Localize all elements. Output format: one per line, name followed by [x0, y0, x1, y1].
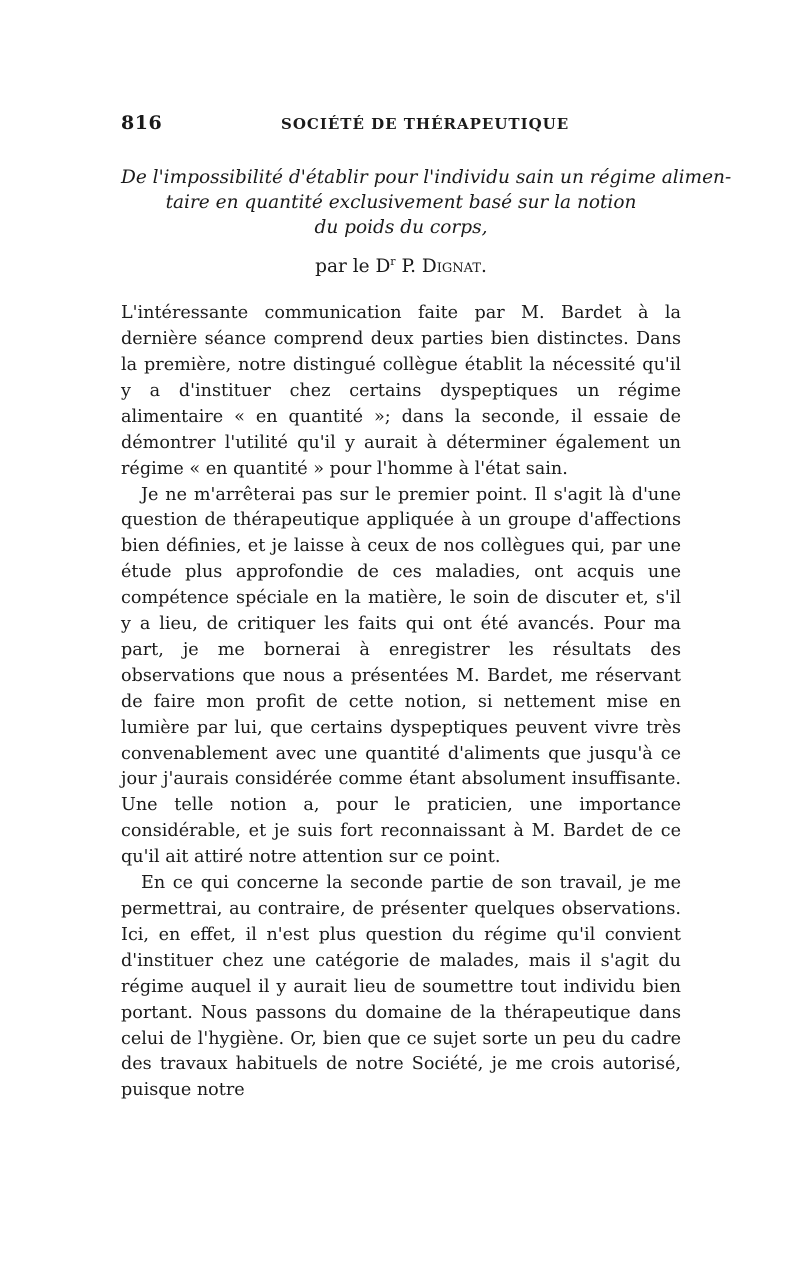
paragraph-3: En ce qui concerne la seconde partie de son travail, je me permettrai, au contraire, de présenter quelques observations. Ici, en effet, il n'est plus question du régime qu'il convient d'instituer chez une catégorie de malades, mais il s'agit du régime auquel il y aurait lieu de soumettre tout individu bien portant. Nous passons du domaine de la thérapeutique dans celui de l'hygiène. Or, bien que ce sujet sorte un peu du cadre des travaux habituels de notre Société, je me crois autorisé, puisque notre: [121, 873, 681, 1101]
article-body: [121, 301, 681, 1104]
page-number: 816: [121, 112, 163, 134]
paragraph-2: Je ne m'arrêterai pas sur le premier point. Il s'agit là d'une question de thérapeutique appliquée à un groupe d'affections bien définies, et je laisse à ceux de nos collègues qui, par une étude plus approfondie de ces maladies, ont acquis une compétence spéciale en la matière, le soin de discuter et, s'il y a lieu, de critiquer les faits qui ont été avancés. Pour ma part, je me bornerai à enregistrer les résultats des observations que nous a présentées M. Bardet, me réservant de faire mon profit de cette notion, si nettement mise en lumière par lui, que certains dyspeptiques peuvent vivre très convenablement avec une quantité d'aliments que jusqu'à ce jour j'aurais considérée comme étant absolument insuffisante. Une telle notion a, pour le praticien, une importance considérable, et je suis fort reconnaissant à M. Bardet de ce qu'il ait attiré notre attention sur ce point.: [121, 484, 681, 868]
author-name: P. Dignat.: [401, 256, 487, 278]
title-line-2: taire en quantité exclusivement basé sur la notion: [165, 192, 637, 213]
title-line-3: du poids du corps,: [314, 217, 488, 238]
author-prefix: par le D: [315, 256, 391, 278]
running-head: SOCIÉTÉ DE THÉRAPEUTIQUE: [281, 115, 570, 133]
paragraph-1: L'intéressante communication faite par M. Bardet à la dernière séance comprend deux parties bien distinctes. Dans la première, notre distingué collègue établit la nécessité qu'il y a d'instituer chez certains dyspeptiques un régime alimentaire « en quantité »; dans la seconde, il essaie de démontrer l'utilité qu'il y aurait à déterminer également un régime « en quantité » pour l'homme à l'état sain.: [121, 303, 681, 479]
author-line: [121, 250, 681, 279]
author-title-sup: r: [390, 255, 396, 268]
document-page: [121, 112, 732, 1104]
page-header: [121, 112, 681, 142]
title-line-1: De l'impossibilité d'établir pour l'individu sain un régime alimen-: [121, 167, 732, 188]
article-title: [121, 165, 732, 240]
